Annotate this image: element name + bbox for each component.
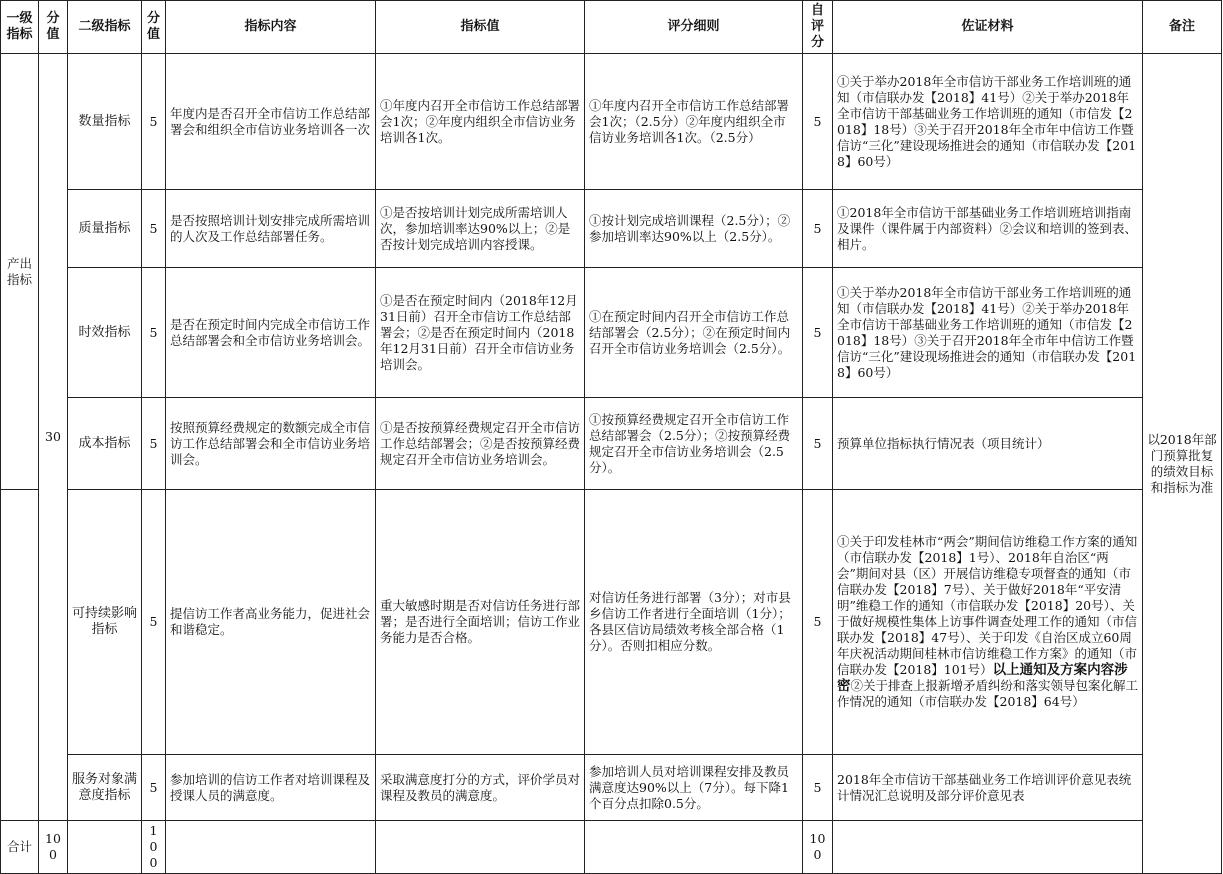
level1-cell-empty xyxy=(1,490,39,821)
value-cell: ①年度内召开全市信访工作总结部署会1次；②年度内组织全市信访业务培训各1次。 xyxy=(376,54,585,190)
value-cell: 采取满意度打分的方式，评价学员对课程及教员的满意度。 xyxy=(376,755,585,821)
level2-cell: 质量指标 xyxy=(68,190,142,268)
level2-cell: 时效指标 xyxy=(68,268,142,398)
table-row xyxy=(1,190,1222,268)
self-score-cell: 5 xyxy=(803,490,833,755)
level2-cell: 服务对象满意度指标 xyxy=(68,755,142,821)
value-cell: 重大敏感时期是否对信访任务进行部署；是否进行全面培训；信访工作业务能力是否合格。 xyxy=(376,490,585,755)
content-cell: 提信访工作者高业务能力，促进社会和谐稳定。 xyxy=(166,490,376,755)
level2-score-cell: 5 xyxy=(142,398,166,490)
header-level1: 一级指标 xyxy=(1,1,39,54)
table-row xyxy=(1,755,1222,821)
total-empty xyxy=(166,821,376,874)
remark-cell: 以2018年部门预算批复的绩效目标和指标为准 xyxy=(1143,54,1222,874)
content-cell: 是否在预定时间内完成全市信访工作总结部署会和全市信访业务培训会。 xyxy=(166,268,376,398)
value-cell: ①是否按预算经费规定召开全市信访工作总结部署会；②是否按预算经费规定召开全市信访业务培训会。 xyxy=(376,398,585,490)
total-self-score: 100 xyxy=(803,821,833,874)
self-score-cell: 5 xyxy=(803,755,833,821)
content-cell: 是否按照培训计划安排完成所需培训的人次及工作总结部署任务。 xyxy=(166,190,376,268)
total-empty xyxy=(833,821,1143,874)
evidence-text: ②关于排查上报新增矛盾纠纷和落实领导包案化解工作情况的通知（市信联办发【2018】64号） xyxy=(837,678,1139,709)
self-score-cell: 5 xyxy=(803,190,833,268)
content-cell: 参加培训的信访工作者对培训课程及授课人员的满意度。 xyxy=(166,755,376,821)
header-value: 指标值 xyxy=(376,1,585,54)
evidence-text: ①关于印发桂林市“两会”期间信访维稳工作方案的通知（市信联办发【2018】1号）、2018年自治区“两会”期间对县（区）开展信访维稳专项督查的通知（市信联办发【2018】7号）、关于做好2018年“平安清明”维稳工作的通知（市信联办发【2018】20号）、关于做好规模性集体上访事件调查处理工作的通知（市信联办发【2018】47号）、关于印发《自治区成立60周年庆祝活动期间桂林市信访维稳工作方案》的通知（市信联办发【2018】101号） xyxy=(837,534,1138,677)
level2-cell: 可持续影响指标 xyxy=(68,490,142,755)
header-score1: 分值 xyxy=(39,1,68,54)
header-detail: 评分细则 xyxy=(585,1,803,54)
level2-score-cell: 5 xyxy=(142,268,166,398)
detail-cell: ①按计划完成培训课程（2.5分）；②参加培训率达90%以上（2.5分）。 xyxy=(585,190,803,268)
detail-cell: 参加培训人员对培训课程安排及教员满意度达90%以上（7分）。每下降1个百分点扣除0.5分。 xyxy=(585,755,803,821)
evidence-cell: 2018年全市信访干部基础业务工作培训评价意见表统计情况汇总说明及部分评价意见表 xyxy=(833,755,1143,821)
total-empty xyxy=(68,821,142,874)
evidence-cell: ①关于举办2018年全市信访干部业务工作培训班的通知（市信联办发【2018】41号）②关于举办2018年全市信访干部基础业务工作培训班的通知（市信发【2018】18号）③关于召开2018年全市年中信访工作暨信访“三化”建设现场推进会的通知（市信联办发【2018】60号） xyxy=(833,54,1143,190)
value-cell: ①是否按培训计划完成所需培训人次，参加培训率达90%以上；②是否按计划完成培训内容授课。 xyxy=(376,190,585,268)
header-score2: 分值 xyxy=(142,1,166,54)
total-empty xyxy=(585,821,803,874)
header-content: 指标内容 xyxy=(166,1,376,54)
value-cell: ①是否在预定时间内（2018年12月31日前）召开全市信访工作总结部署会；②是否在预定时间内（2018年12月31日前）召开全市信访业务培训会。 xyxy=(376,268,585,398)
header-level2: 二级指标 xyxy=(68,1,142,54)
evidence-cell: ①2018年全市信访干部基础业务工作培训班培训指南及课件（课件属于内部资料）②会议和培训的签到表、相片。 xyxy=(833,190,1143,268)
detail-cell: 对信访任务进行部署（3分）；对市县乡信访工作者进行全面培训（1分）；各县区信访局绩效考核全部合格（1分）。否则扣相应分数。 xyxy=(585,490,803,755)
table-row xyxy=(1,490,1222,755)
total-empty xyxy=(376,821,585,874)
evidence-cell: 预算单位指标执行情况表（项目统计） xyxy=(833,398,1143,490)
total-label: 合计 xyxy=(1,821,39,874)
content-cell: 按照预算经费规定的数额完成全市信访工作总结部署会和全市信访业务培训会。 xyxy=(166,398,376,490)
level2-cell: 成本指标 xyxy=(68,398,142,490)
self-score-cell: 5 xyxy=(803,54,833,190)
table-row xyxy=(1,398,1222,490)
level1-score-cell: 30 xyxy=(39,54,68,821)
total-score1: 100 xyxy=(39,821,68,874)
level2-score-cell: 5 xyxy=(142,54,166,190)
self-score-cell: 5 xyxy=(803,268,833,398)
header-row xyxy=(1,1,1222,54)
level1-cell: 产出指标 xyxy=(1,54,39,490)
total-score2: 100 xyxy=(142,821,166,874)
table-row xyxy=(1,268,1222,398)
header-remark: 备注 xyxy=(1143,1,1222,54)
evidence-cell xyxy=(833,490,1143,755)
detail-cell: ①按预算经费规定召开全市信访工作总结部署会（2.5分）；②按预算经费规定召开全市信访业务培训会（2.5分）。 xyxy=(585,398,803,490)
content-cell: 年度内是否召开全市信访工作总结部署会和组织全市信访业务培训各一次 xyxy=(166,54,376,190)
detail-cell: ①年度内召开全市信访工作总结部署会1次；（2.5分）②年度内组织全市信访业务培训各1次。（2.5分） xyxy=(585,54,803,190)
total-row xyxy=(1,821,1222,874)
level2-score-cell: 5 xyxy=(142,490,166,755)
level2-score-cell: 5 xyxy=(142,755,166,821)
header-evidence: 佐证材料 xyxy=(833,1,1143,54)
evidence-cell: ①关于举办2018年全市信访干部业务工作培训班的通知（市信联办发【2018】41号）②关于举办2018年全市信访干部基础业务工作培训班的通知（市信发【2018】18号）③关于召开2018年全市年中信访工作暨信访“三化”建设现场推进会的通知（市信联办发【2018】60号） xyxy=(833,268,1143,398)
level2-score-cell: 5 xyxy=(142,190,166,268)
level2-cell: 数量指标 xyxy=(68,54,142,190)
detail-cell: ①在预定时间内召开全市信访工作总结部署会（2.5分）；②在预定时间内召开全市信访业务培训会（2.5分）。 xyxy=(585,268,803,398)
evidence-confidential-note: 以上通知及方案内容涉密 xyxy=(837,662,1128,694)
self-score-cell: 5 xyxy=(803,398,833,490)
header-self-score: 自评分 xyxy=(803,1,833,54)
table-row xyxy=(1,54,1222,190)
